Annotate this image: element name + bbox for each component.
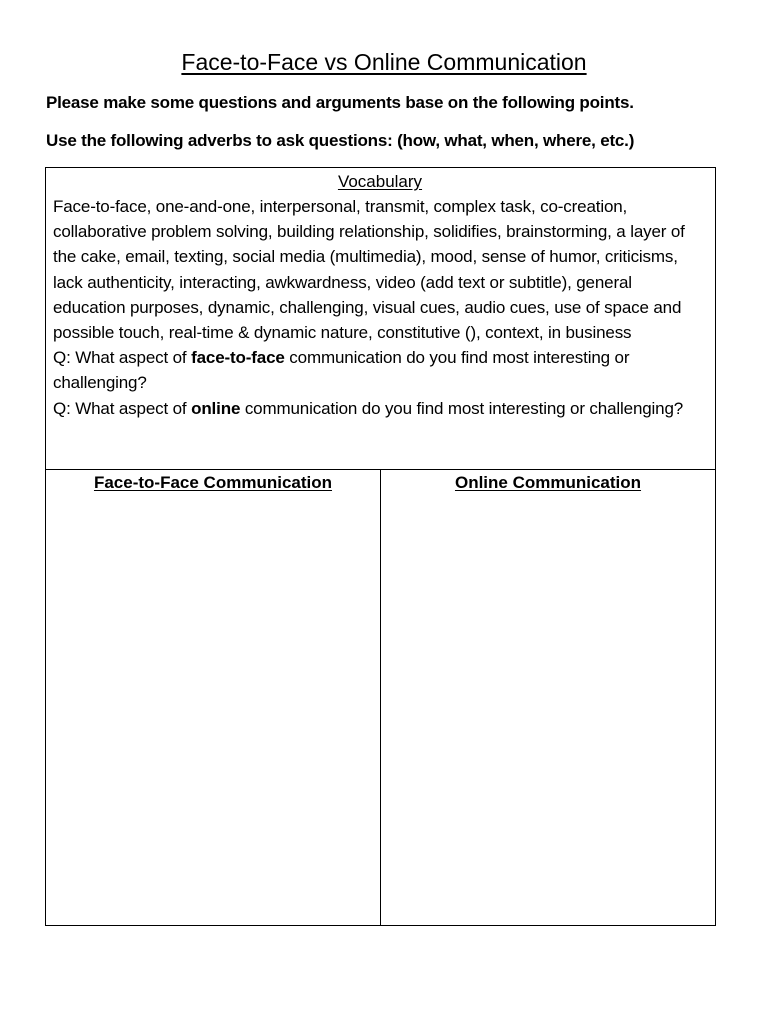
online-column <box>381 470 715 925</box>
question-online <box>53 396 707 421</box>
question-suffix: communication do you find most interesting or challenging? <box>240 398 684 418</box>
question-face-to-face <box>53 345 707 395</box>
face-to-face-column <box>46 470 381 925</box>
face-to-face-answer-area[interactable] <box>46 498 380 925</box>
question-suffix: communication do you find most interesting or challenging? <box>53 348 630 393</box>
question-emphasis: online <box>191 398 241 418</box>
instruction-questions-arguments: Please make some questions and arguments base on the following points. <box>46 93 634 112</box>
vocabulary-heading: Vocabulary <box>337 172 423 191</box>
worksheet-table <box>45 167 716 926</box>
page-title: Face-to-Face vs Online Communication <box>181 49 587 75</box>
online-answer-area[interactable] <box>381 498 715 925</box>
question-emphasis: face-to-face <box>191 348 285 368</box>
question-prefix: Q: What aspect of <box>53 398 192 418</box>
vocabulary-cell <box>46 168 715 470</box>
online-column-heading: Online Communication <box>454 473 642 492</box>
instruction-adverbs: Use the following adverbs to ask questions: (how, what, when, where, etc.) <box>46 131 635 150</box>
question-prefix: Q: What aspect of <box>53 348 192 368</box>
vocabulary-terms: Face-to-face, one-and-one, interpersonal, transmit, complex task, co-creation, collaborative problem solving, building relationship, solidifies, brainstorming, a layer of the cake, email, texting, social media (multimedia), mood, sense of humor, criticisms, lack authenticity, interacting, awkwardness, video (add text or subtitle), general education purposes, dynamic, challenging, visual cues, audio cues, use of space and possible touch, real-time & dynamic nature, constitutive (), context, in business <box>53 197 685 343</box>
face-to-face-column-heading: Face-to-Face Communication <box>93 473 333 492</box>
